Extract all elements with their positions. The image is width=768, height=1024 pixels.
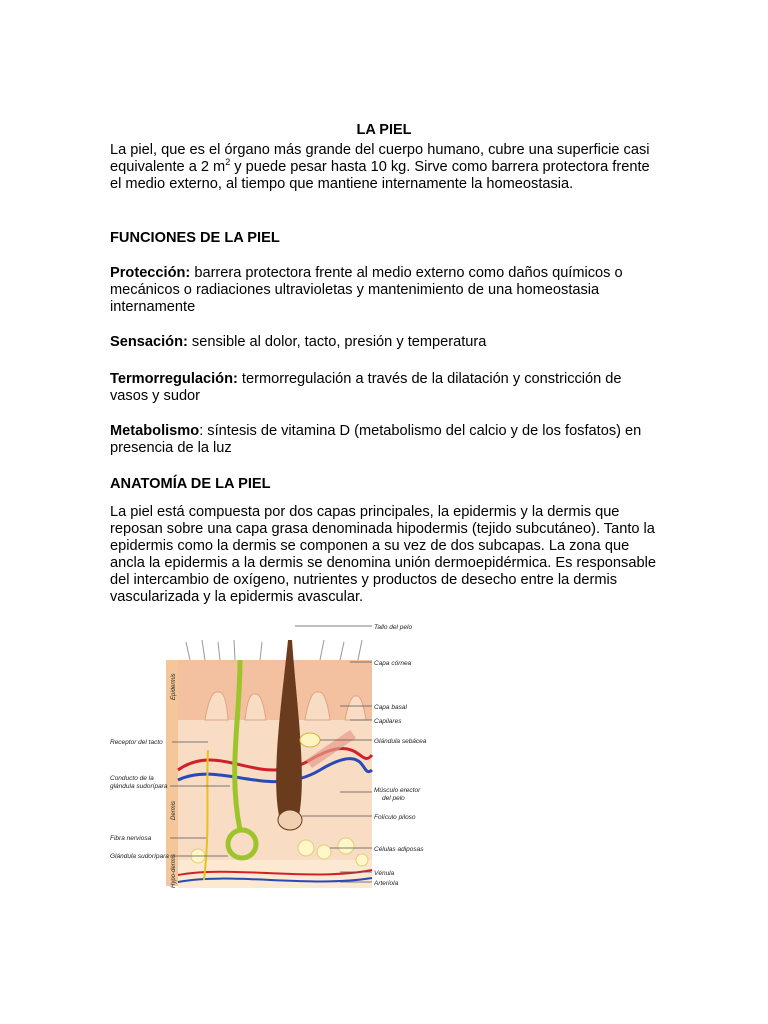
anatomia-heading: ANATOMÍA DE LA PIEL — [110, 476, 271, 492]
svg-text:Capilares: Capilares — [374, 718, 402, 725]
svg-text:Fibra nerviosa: Fibra nerviosa — [110, 835, 152, 842]
funcion-item: Sensación: sensible al dolor, tacto, presión y temperatura — [110, 334, 487, 350]
svg-text:Tallo del pelo: Tallo del pelo — [374, 624, 413, 631]
funciones-heading: FUNCIONES DE LA PIEL — [110, 230, 280, 246]
svg-text:Músculo erector: Músculo erector — [374, 787, 421, 794]
funcion-item: Termorregulación: termorregulación a través de la dilatación y constricción de vasos y sudor — [110, 371, 622, 404]
svg-text:del pelo: del pelo — [382, 795, 405, 802]
svg-text:Dermis: Dermis — [171, 801, 177, 820]
svg-text:glándula sudorípara: glándula sudorípara — [110, 783, 168, 790]
hair-bulb — [278, 810, 302, 830]
skin-diagram-svg — [110, 620, 450, 892]
svg-text:Folículo piloso: Folículo piloso — [374, 814, 416, 821]
svg-text:Células adiposas: Células adiposas — [374, 846, 424, 853]
surface-hairs — [186, 640, 362, 660]
anatomia-paragraph: La piel está compuesta por dos capas principales, la epidermis y la dermis que reposan sobre una capa grasa denominada hipodermis (tejido subcutáneo). Tanto la epidermis como la dermis se componen a su vez de dos subcapas. La zona que ancla la epidermis a la dermis se denomina unión dermoepidérmica. Es responsable del intercambio de oxígeno, nutrientes y productos de desecho entre la dermis vascularizada y la epidermis avascular. — [110, 504, 656, 605]
left-labels — [110, 739, 169, 860]
intro-paragraph: La piel, que es el órgano más grande del cuerpo humano, cubre una superficie casi equivalente a 2 $m^2$ y puede pesar hasta 10 kg. Sirve como barrera protectora frente el medio externo, al tiempo que mantiene internamente la homeostasia. — [110, 142, 650, 192]
svg-text:Capa córnea: Capa córnea — [374, 660, 412, 667]
svg-text:Glándula sebácea: Glándula sebácea — [374, 738, 427, 745]
page-title: LA PIEL — [356, 122, 412, 138]
svg-text:Conducto de la: Conducto de la — [110, 775, 154, 782]
svg-text:Arteriola: Arteriola — [374, 880, 399, 887]
svg-text:Epidermis: Epidermis — [171, 673, 177, 700]
svg-text:Receptor del tacto: Receptor del tacto — [110, 739, 163, 746]
funcion-item: Protección: barrera protectora frente al medio externo como daños químicos o mecánicos o radiaciones ultravioletas y mantenimiento de una homeostasia internamente — [110, 265, 623, 315]
svg-text:Glándula sudorípara: Glándula sudorípara — [110, 853, 169, 860]
right-labels — [373, 624, 427, 887]
svg-text:Hypo-dermis: Hypo-dermis — [171, 853, 177, 888]
svg-text:Capa basal: Capa basal — [374, 704, 407, 711]
funcion-item: Metabolismo: síntesis de vitamina D (metabolismo del calcio y de los fosfatos) en presencia de la luz — [110, 423, 642, 456]
skin-anatomy-illustration — [110, 620, 450, 892]
svg-text:Vénula: Vénula — [374, 870, 395, 877]
sebaceous-gland — [300, 733, 320, 747]
